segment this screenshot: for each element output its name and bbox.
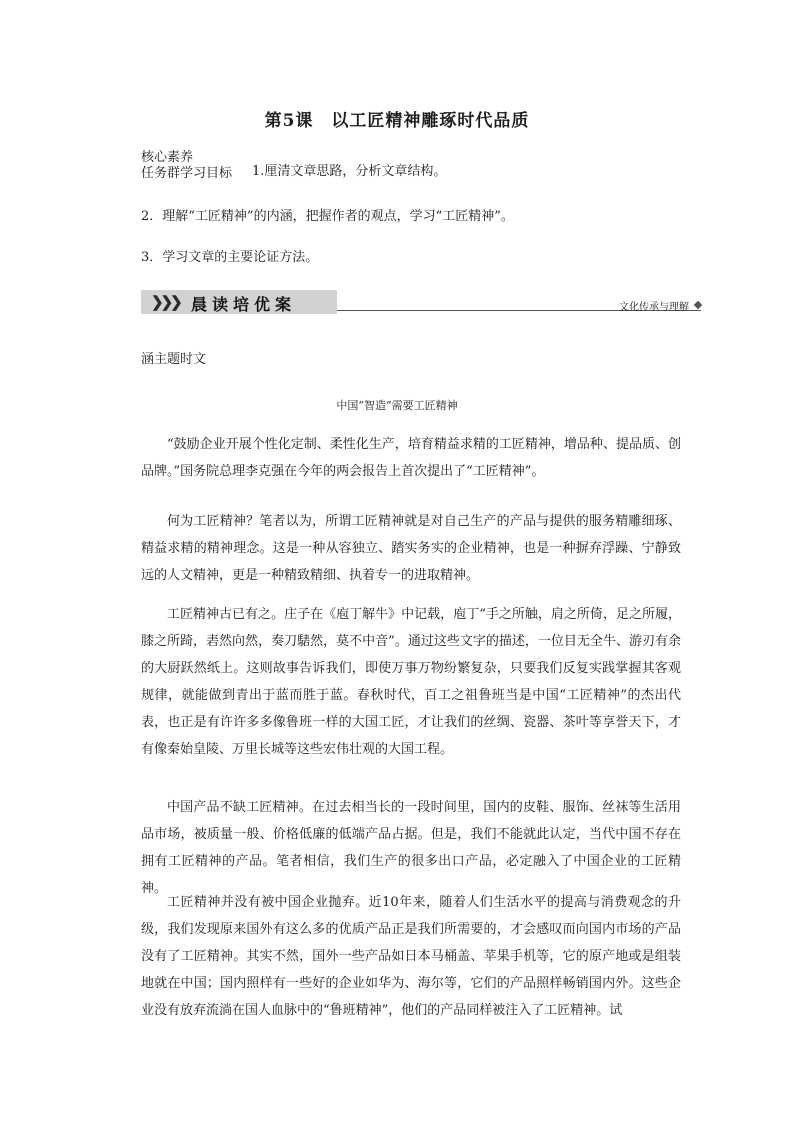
goals-label-line2: 任务群学习目标 <box>141 166 233 181</box>
article-paragraph: 中国产品不缺工匠精神。在过去相当长的一段时间里，国内的皮鞋、服饰、丝袜等生活用品市场，被质量一般、价格低廉的低端产品占据。但是，我们不能就此认定，当代中国不存在拥有工匠精神的产品。笔者相信，我们生产的很多出口产品，必定融入了中国企业的工匠精神。 <box>141 800 681 896</box>
section-banner <box>141 290 701 314</box>
article-paragraph: “鼓励企业开展个性化定制、柔性化生产，培育精益求精的工匠精神，增品种、提品质、创品牌。”国务院总理李克强在今年的两会报告上首次提出了“工匠精神”。 <box>141 437 681 479</box>
banner-bar <box>141 290 337 314</box>
article-title: 中国“智造”需要工匠精神 <box>336 399 458 412</box>
article-paragraph: 工匠精神并没有被中国企业抛弃。近10年来，随着人们生活水平的提高与消费观念的升级，我们发现原来国外有这么多的优质产品正是我们所需要的，才会感叹而向国内市场的产品没有了工匠精神。其实不然，国外一些产品如日本马桶盖、苹果手机等，它的原产地或是组装地就在中国；国内照样有一些好的企业如华为、海尔等，它们的产品照样畅销国内外。这些企业没有放弃流淌在国人血脉中的“鲁班精神”，他们的产品同样被注入了工匠精神。试 <box>141 895 681 1018</box>
banner-category-label: 文化传承与理解 <box>619 302 689 313</box>
goals-label <box>141 150 232 182</box>
article-paragraph: 工匠精神古已有之。庄子在《庖丁解牛》中记载，庖丁“手之所触，肩之所倚，足之所履，膝之所踦，砉然向然，奏刀騞然，莫不中音”。通过这些文字的描述，一位目无全牛、游刃有余的大厨跃然纸上。这则故事告诉我们，即使万事万物纷繁复杂，只要我们反复实践掌握其客观规律，就能做到青出于蓝而胜于蓝。春秋时代，百工之祖鲁班当是中国“工匠精神”的杰出代表，也正是有许许多多像鲁班一样的大国工匠，才让我们的丝绸、瓷器、茶叶等享誉天下，才有像秦始皇陵、万里长城等这些宏伟壮观的大国工程。 <box>141 607 681 757</box>
chevron-right-icon: ❯❯❯ <box>151 293 180 311</box>
article-paragraph: 何为工匠精神？笔者以为，所谓工匠精神就是对自己生产的产品与提供的服务精雕细琢、精益求精的精神理念。这是一种从容独立、踏实务实的企业精神，也是一种摒弃浮躁、宁静致远的人文精神，更是一种精致精细、执着专一的进取精神。 <box>141 514 681 583</box>
section-heading: 涵主题时文 <box>141 352 207 367</box>
goals-label-line1: 核心素养 <box>141 150 194 165</box>
page-title: 第5课 以工匠精神雕琢时代品质 <box>264 111 530 131</box>
goal-item-2: 2．理解“工匠精神”的内涵，把握作者的观点，学习“工匠精神”。 <box>141 209 514 224</box>
goal-item-1: 1.厘清文章思路，分析文章结构。 <box>252 164 447 179</box>
goal-item-3: 3．学习文章的主要论证方法。 <box>141 250 319 265</box>
banner-title: 晨读培优案 <box>191 295 297 314</box>
diamond-icon <box>694 301 702 309</box>
